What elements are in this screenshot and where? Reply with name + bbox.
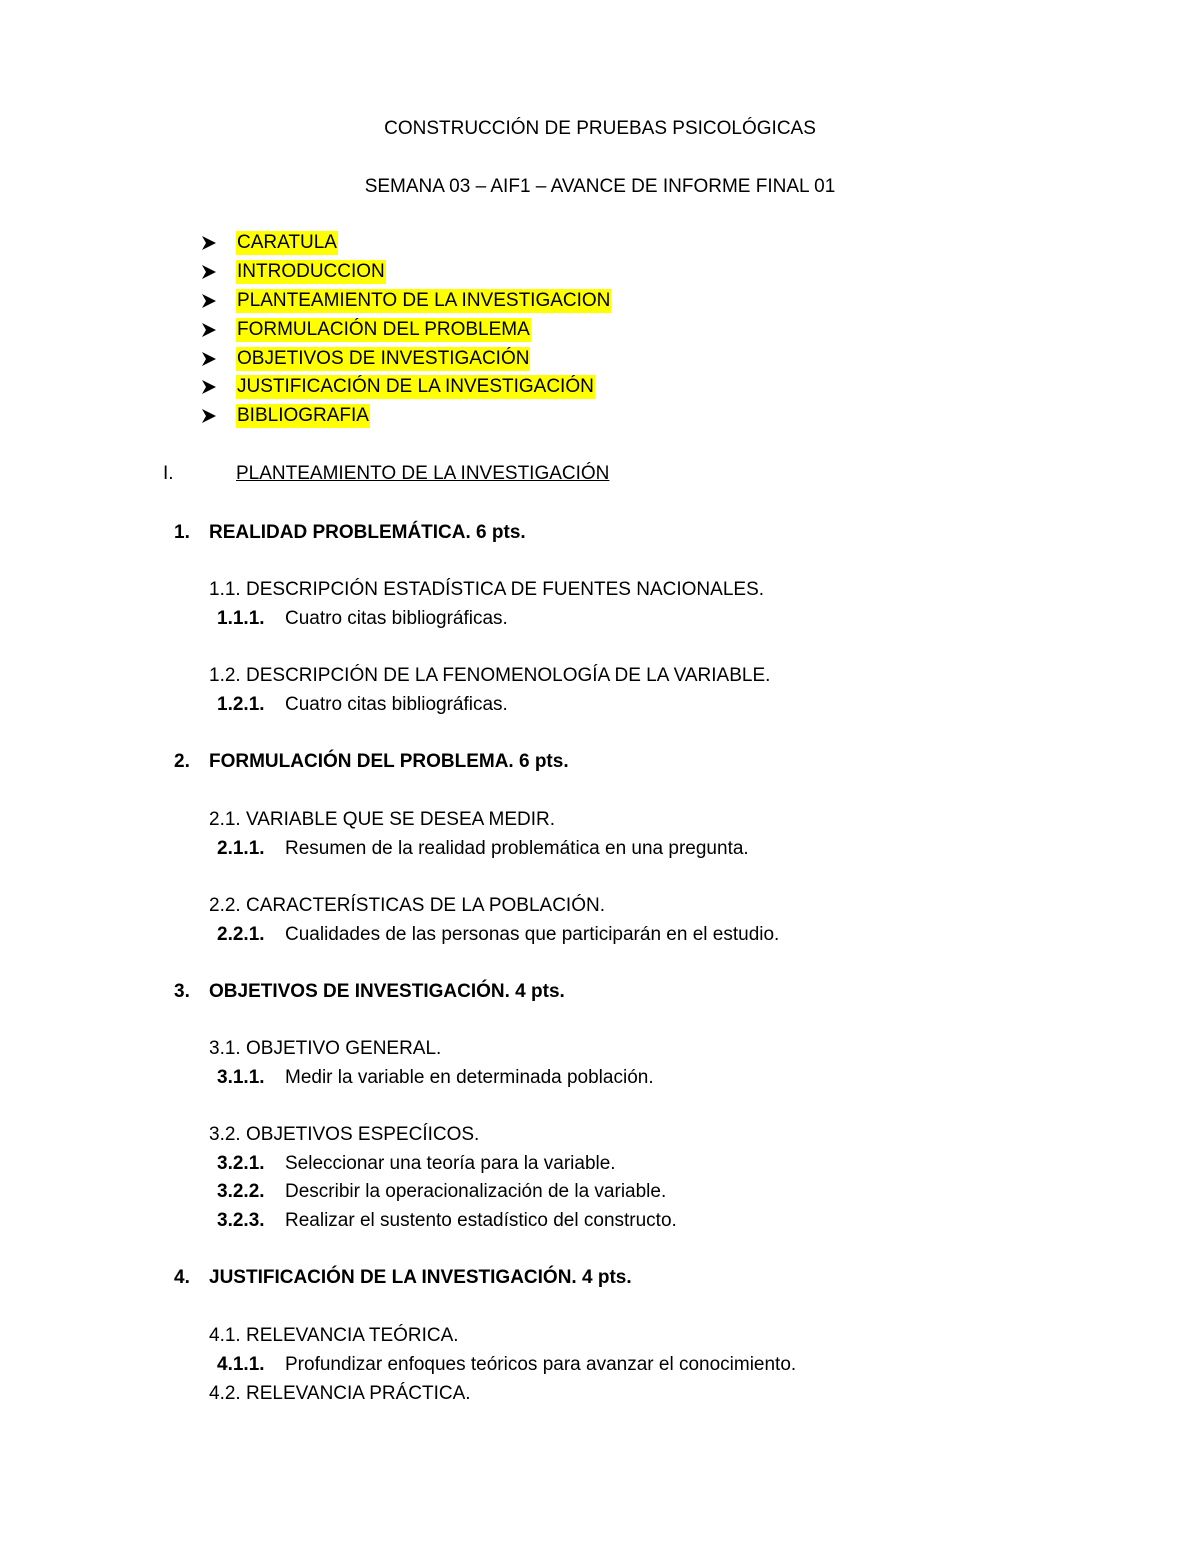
- subsubitem-number: 2.2.1.: [217, 924, 265, 945]
- subsubitem-number: 1.1.1.: [217, 608, 265, 629]
- item-title: JUSTIFICACIÓN DE LA INVESTIGACIÓN. 4 pts.: [209, 1267, 632, 1288]
- subitem-title: CARACTERÍSTICAS DE LA POBLACIÓN.: [246, 895, 605, 916]
- item-title: OBJETIVOS DE INVESTIGACIÓN. 4 pts.: [209, 981, 565, 1002]
- subitem-number: 4.2.: [209, 1383, 241, 1404]
- subsubitem-number: 1.2.1.: [217, 694, 265, 715]
- section-numeral: I.: [163, 463, 174, 484]
- checklist-label: OBJETIVOS DE INVESTIGACIÓN: [237, 348, 530, 369]
- subsubitem-text: Cuatro citas bibliográficas.: [285, 694, 508, 715]
- subsubitem-number: 2.1.1.: [217, 838, 265, 859]
- subsubitem-text: Describir la operacionalización de la variable.: [285, 1181, 667, 1202]
- subsubitem-number: 3.2.3.: [217, 1210, 265, 1231]
- checklist-label: INTRODUCCION: [237, 261, 385, 282]
- subsubitem-number: 4.1.1.: [217, 1354, 265, 1375]
- subitem-title: OBJETIVOS ESPECÍICOS.: [246, 1124, 480, 1145]
- item-number: 3.: [174, 981, 190, 1002]
- subsubitem-text: Seleccionar una teoría para la variable.: [285, 1153, 616, 1174]
- arrowhead-bullet-icon: [202, 409, 216, 423]
- document-title: CONSTRUCCIÓN DE PRUEBAS PSICOLÓGICAS: [384, 118, 816, 139]
- section-title: PLANTEAMIENTO DE LA INVESTIGACIÓN: [236, 463, 610, 484]
- subsubitem-text: Medir la variable en determinada población.: [285, 1067, 654, 1088]
- subitem-title: RELEVANCIA TEÓRICA.: [246, 1325, 459, 1346]
- subsubitem-text: Profundizar enfoques teóricos para avanzar el conocimiento.: [285, 1354, 797, 1375]
- subitem-title: DESCRIPCIÓN ESTADÍSTICA DE FUENTES NACIONALES.: [246, 579, 765, 600]
- item-number: 2.: [174, 751, 190, 772]
- arrowhead-bullet-icon: [202, 380, 216, 394]
- subitem-title: RELEVANCIA PRÁCTICA.: [246, 1383, 471, 1404]
- checklist-label: FORMULACIÓN DEL PROBLEMA: [237, 319, 530, 340]
- subitem-title: OBJETIVO GENERAL.: [246, 1038, 442, 1059]
- subsubitem-text: Cualidades de las personas que participarán en el estudio.: [285, 924, 780, 945]
- subitem-number: 3.1.: [209, 1038, 241, 1059]
- subsubitem-text: Resumen de la realidad problemática en una pregunta.: [285, 838, 749, 859]
- arrowhead-bullet-icon: [202, 265, 216, 279]
- subitem-title: VARIABLE QUE SE DESEA MEDIR.: [246, 809, 556, 830]
- checklist-label: CARATULA: [237, 232, 337, 253]
- subitem-number: 4.1.: [209, 1325, 241, 1346]
- subsubitem-number: 3.1.1.: [217, 1067, 265, 1088]
- subitem-number: 2.1.: [209, 809, 241, 830]
- arrowhead-bullet-icon: [202, 236, 216, 250]
- arrowhead-bullet-icon: [202, 294, 216, 308]
- subsubitem-number: 3.2.1.: [217, 1153, 265, 1174]
- subsubitem-text: Cuatro citas bibliográficas.: [285, 608, 508, 629]
- arrowhead-bullet-icon: [202, 323, 216, 337]
- item-number: 1.: [174, 522, 190, 543]
- subsubitem-text: Realizar el sustento estadístico del constructo.: [285, 1210, 677, 1231]
- checklist-label: BIBLIOGRAFIA: [237, 405, 369, 426]
- arrowhead-bullet-icon: [202, 352, 216, 366]
- document-subtitle: SEMANA 03 – AIF1 – AVANCE DE INFORME FINAL 01: [364, 176, 836, 197]
- subitem-title: DESCRIPCIÓN DE LA FENOMENOLOGÍA DE LA VARIABLE.: [246, 665, 771, 686]
- subitem-number: 1.2.: [209, 665, 241, 686]
- subsubitem-number: 3.2.2.: [217, 1181, 265, 1202]
- item-number: 4.: [174, 1267, 190, 1288]
- subitem-number: 2.2.: [209, 895, 241, 916]
- checklist-label: PLANTEAMIENTO DE LA INVESTIGACION: [237, 290, 611, 311]
- item-title: FORMULACIÓN DEL PROBLEMA. 6 pts.: [209, 751, 569, 772]
- subitem-number: 1.1.: [209, 579, 241, 600]
- item-title: REALIDAD PROBLEMÁTICA. 6 pts.: [209, 522, 526, 543]
- subitem-number: 3.2.: [209, 1124, 241, 1145]
- checklist-label: JUSTIFICACIÓN DE LA INVESTIGACIÓN: [237, 376, 594, 397]
